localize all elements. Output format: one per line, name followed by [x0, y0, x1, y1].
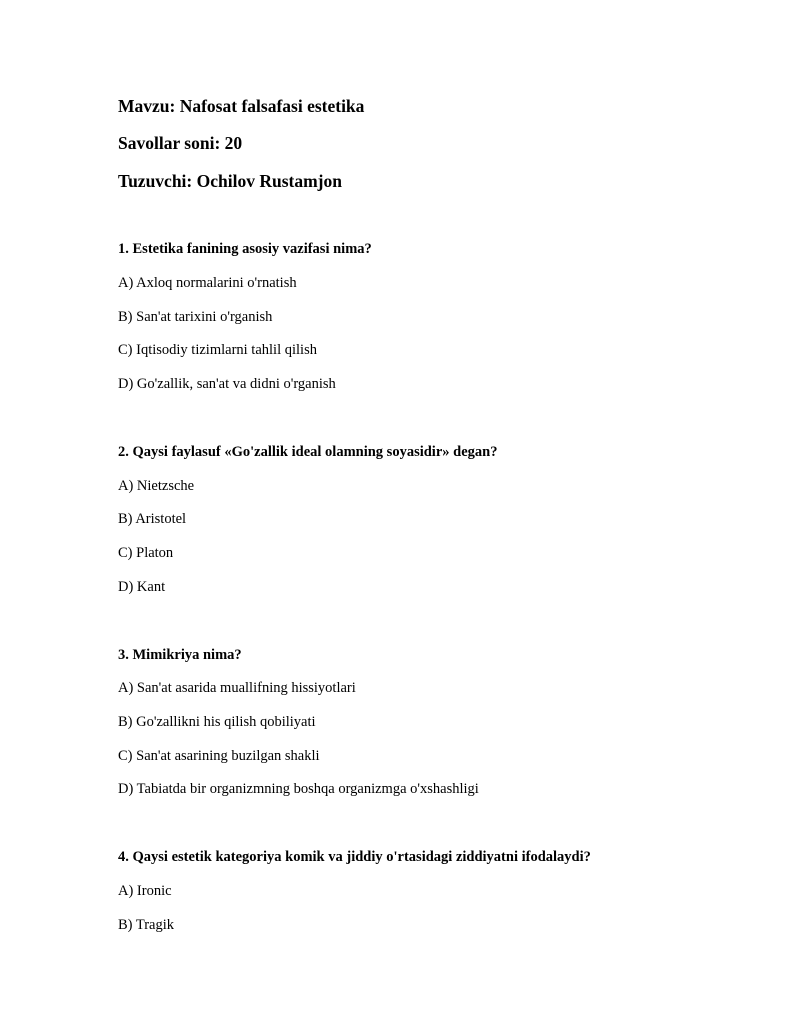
- question-3-title: 3. Mimikriya nima?: [118, 647, 242, 663]
- question-2-title: 2. Qaysi faylasuf «Go'zallik ideal olamning soyasidir» degan?: [118, 444, 498, 460]
- question-2-option-b: B) Aristotel: [118, 511, 187, 527]
- question-4-option-a: A) Ironic: [118, 883, 172, 899]
- question-2-option-a: A) Nietzsche: [118, 478, 195, 494]
- topic-heading: Mavzu: Nafosat falsafasi estetika: [118, 96, 365, 116]
- question-2-option-c: C) Platon: [118, 545, 174, 561]
- question-1-option-d: D) Go'zallik, san'at va didni o'rganish: [118, 376, 336, 392]
- question-3-option-b: B) Go'zallikni his qilish qobiliyati: [118, 714, 316, 730]
- question-4-option-b: B) Tragik: [118, 917, 175, 933]
- question-1-title: 1. Estetika fanining asosiy vazifasi nima?: [118, 241, 372, 257]
- question-4-title: 4. Qaysi estetik kategoriya komik va jiddiy o'rtasidagi ziddiyatni ifodalaydi?: [118, 849, 591, 865]
- question-3-option-d: D) Tabiatda bir organizmning boshqa organizmga o'xshashligi: [118, 781, 479, 797]
- question-count-heading: Savollar soni: 20: [118, 133, 243, 153]
- author-heading: Tuzuvchi: Ochilov Rustamjon: [118, 171, 342, 191]
- question-2-option-d: D) Kant: [118, 579, 166, 595]
- question-1-option-a: A) Axloq normalarini o'rnatish: [118, 275, 297, 291]
- question-3-option-a: A) San'at asarida muallifning hissiyotlari: [118, 680, 356, 696]
- question-1-option-b: B) San'at tarixini o'rganish: [118, 309, 273, 325]
- question-3-option-c: C) San'at asarining buzilgan shakli: [118, 748, 320, 764]
- question-1-option-c: C) Iqtisodiy tizimlarni tahlil qilish: [118, 342, 317, 358]
